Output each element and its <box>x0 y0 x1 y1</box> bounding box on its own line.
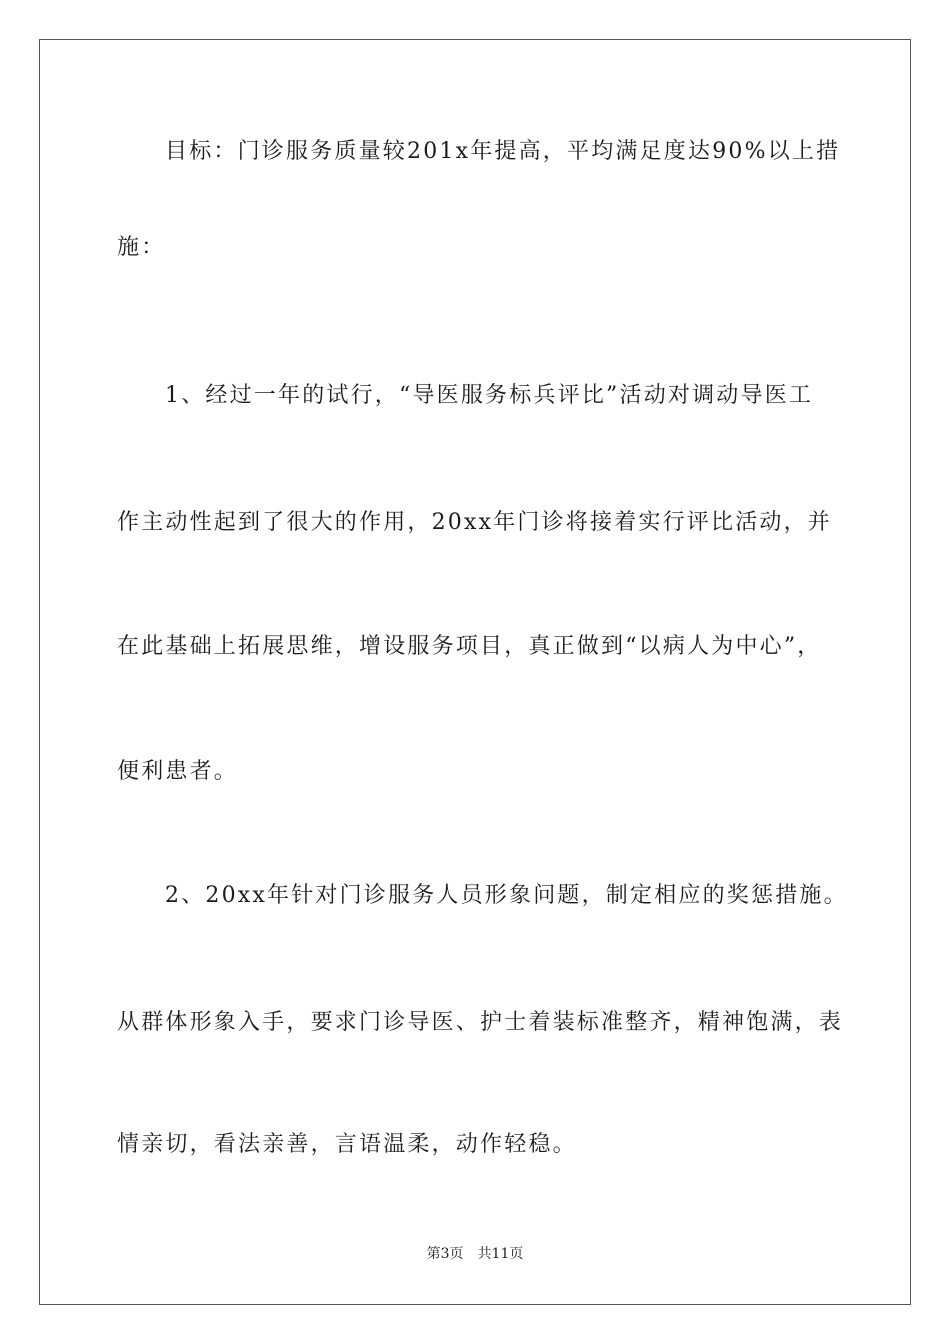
paragraph-line-goal: 目标：门诊服务质量较201x年提高，平均满足度达90%以上措 <box>165 139 841 164</box>
paragraph-line-item1-c: 在此基础上拓展思维，增设服务项目，真正做到“以病人为中心”， <box>117 634 822 659</box>
paragraph-line-item1-a: 1、经过一年的试行，“导医服务标兵评比”活动对调动导医工 <box>165 383 814 408</box>
paragraph-line-item2-b: 从群体形象入手，要求门诊导医、护士着装标准整齐，精神饱满，表 <box>117 1010 844 1035</box>
paragraph-line-measures-label: 施： <box>117 235 166 260</box>
page-border <box>39 39 911 1305</box>
paragraph-line-item1-b: 作主动性起到了很大的作用，20xx年门诊将接着实行评比活动，并 <box>117 510 833 535</box>
paragraph-line-item1-d: 便利患者。 <box>117 759 239 784</box>
paragraph-line-item2-a: 2、20xx年针对门诊服务人员形象问题，制定相应的奖惩措施。 <box>165 883 848 908</box>
page-number-footer: 第3页 共11页 <box>426 1246 524 1262</box>
paragraph-line-item2-c: 情亲切，看法亲善，言语温柔，动作轻稳。 <box>117 1132 577 1157</box>
